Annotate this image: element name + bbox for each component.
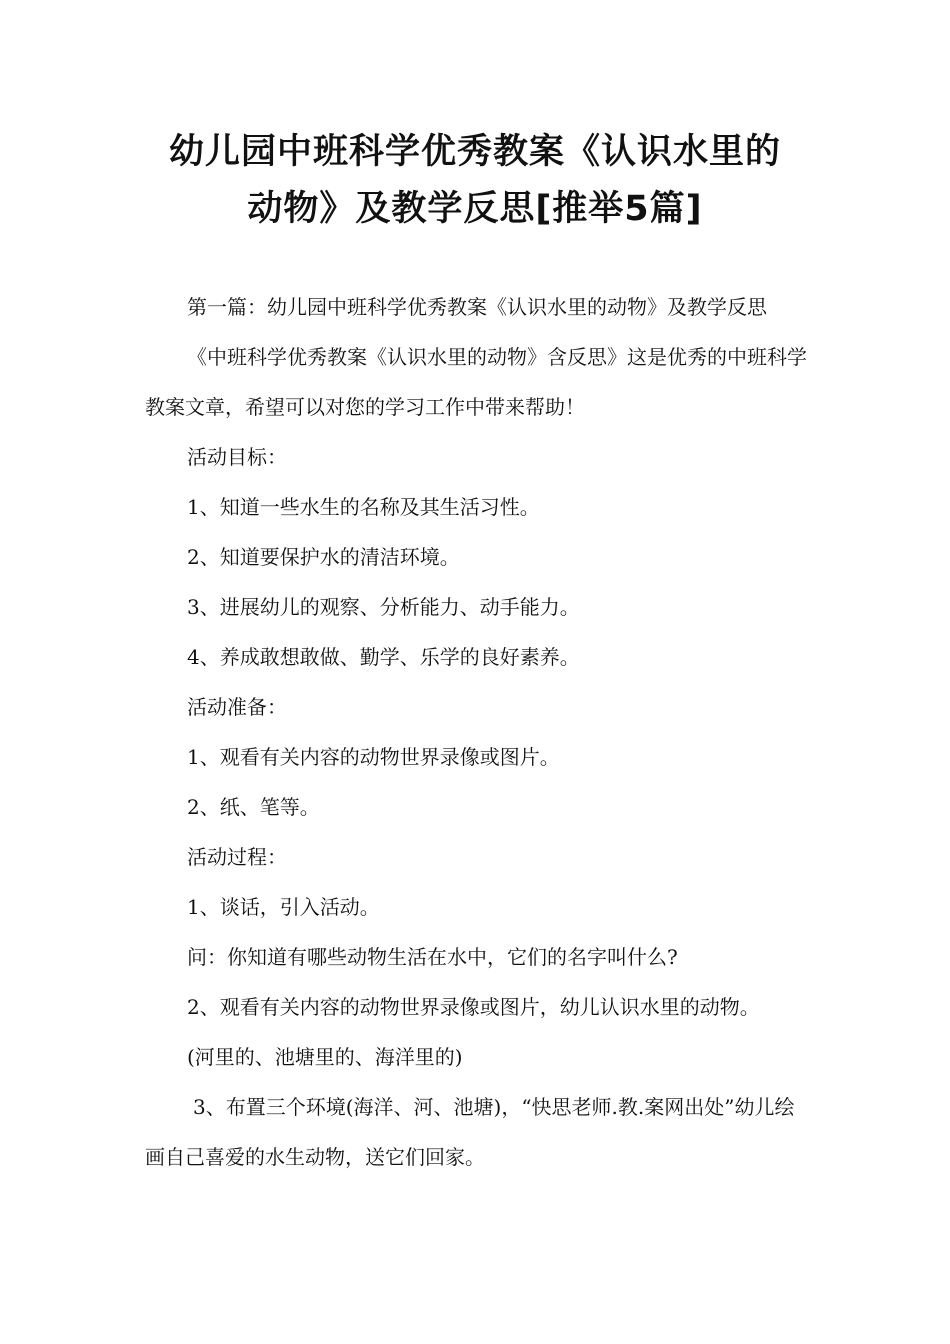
goal-item: 4、养成敢想敢做、勤学、乐学的良好素养。 [187,645,580,669]
preparation-heading: 活动准备： [187,695,287,719]
intro-paragraph: 《中班科学优秀教案《认识水里的动物》含反思》这是优秀的中班科学教案文章，希望可以对您的学习工作中带来帮助！ [145,345,807,419]
process-step: 3、布置三个环境(海洋、河、池塘)，“快思老师.教.案网出处”幼儿绘画自己喜爱的水生动物，送它们回家。 [145,1095,795,1169]
process-heading: 活动过程： [187,845,287,869]
preparation-item: 2、纸、笔等。 [187,795,320,819]
document-title [110,124,840,238]
section-heading: 第一篇：幼儿园中班科学优秀教案《认识水里的动物》及教学反思 [187,295,767,319]
process-note: (河里的、池塘里的、海洋里的) [187,1045,463,1069]
goals-heading: 活动目标： [187,445,287,469]
preparation-item: 1、观看有关内容的动物世界录像或图片。 [187,745,560,769]
title-line-1: 幼儿园中班科学优秀教案《认识水里的 [168,132,781,172]
title-line-2: 动物》及教学反思[推举5篇] [247,189,703,229]
process-step: 2、观看有关内容的动物世界录像或图片，幼儿认识水里的动物。 [187,995,760,1019]
goal-item: 3、进展幼儿的观察、分析能力、动手能力。 [187,595,580,619]
process-step: 1、谈话，引入活动。 [187,895,380,919]
goal-item: 1、知道一些水生的名称及其生活习性。 [187,495,540,519]
goal-item: 2、知道要保护水的清洁环境。 [187,545,460,569]
process-question: 问：你知道有哪些动物生活在水中，它们的名字叫什么? [187,945,678,969]
document-body [145,282,810,1182]
